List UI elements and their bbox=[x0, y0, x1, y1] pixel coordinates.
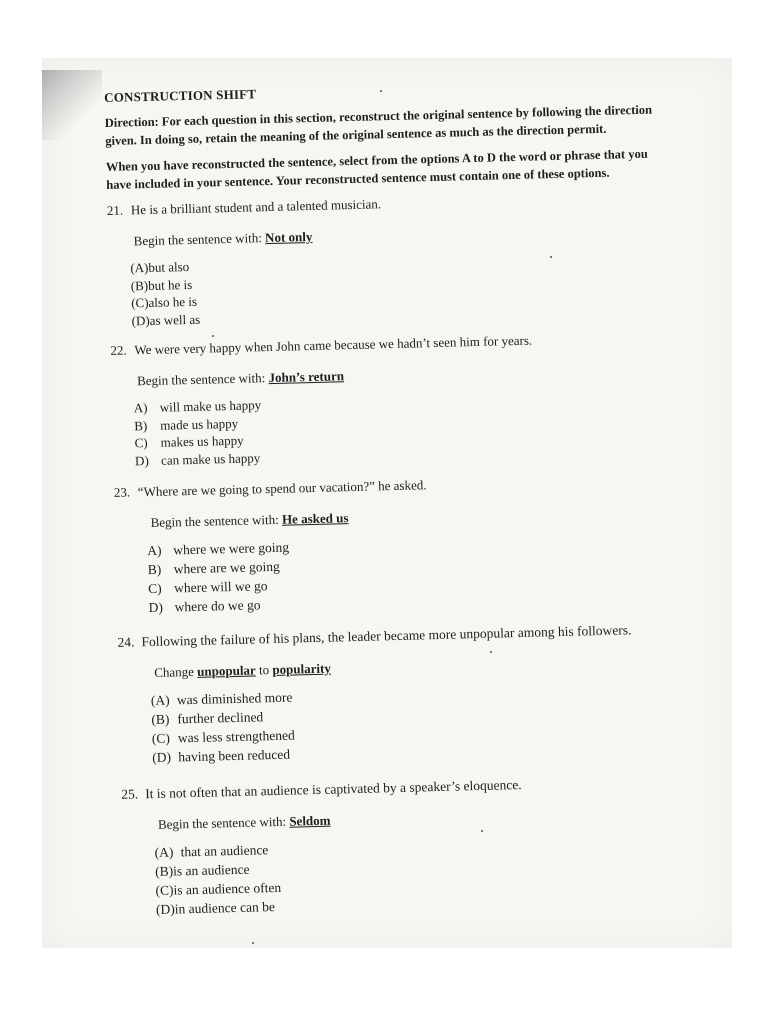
keyword: He asked us bbox=[281, 510, 349, 527]
option-letter: A) bbox=[133, 400, 148, 416]
option-text: also he is bbox=[148, 293, 198, 310]
option-text: as well as bbox=[149, 311, 201, 328]
option-text: will make us happy bbox=[159, 397, 262, 415]
keyword: Seldom bbox=[289, 812, 331, 829]
question-number: 24. bbox=[117, 634, 135, 650]
option-text: made us happy bbox=[160, 415, 239, 433]
option-letter: (B) bbox=[151, 711, 170, 728]
option-text: was diminished more bbox=[176, 689, 293, 708]
question-instruction bbox=[134, 219, 708, 249]
option-text: where do we go bbox=[174, 597, 261, 615]
question-text: Following the failure of his plans, the leader became more unpopular among his followers. bbox=[141, 622, 632, 650]
question-21 bbox=[107, 187, 710, 330]
option-letter: (A) bbox=[154, 844, 174, 860]
question-instruction bbox=[158, 803, 722, 833]
option-text: can make us happy bbox=[160, 449, 261, 468]
keyword: Not only bbox=[264, 228, 313, 246]
option-letter: (D) bbox=[155, 901, 175, 917]
question-number: 23. bbox=[113, 484, 131, 500]
keyword-to: popularity bbox=[272, 660, 332, 678]
question-instruction bbox=[150, 501, 714, 531]
option-text: having been reduced bbox=[178, 746, 291, 765]
question-instruction bbox=[154, 651, 718, 681]
option-text: is an audience bbox=[172, 861, 250, 879]
options-list bbox=[147, 527, 717, 617]
question-stem bbox=[117, 619, 717, 652]
option-letter: B) bbox=[147, 561, 162, 578]
options-list bbox=[134, 385, 714, 469]
option-letter: (A) bbox=[130, 259, 149, 276]
instruction-prefix: Begin the sentence with: bbox=[136, 370, 266, 389]
option-text: that an audience bbox=[180, 842, 269, 860]
option-letter: (A) bbox=[150, 692, 170, 709]
instruction-prefix: Begin the sentence with: bbox=[133, 230, 263, 249]
scan-speck bbox=[252, 942, 254, 944]
option-letter: D) bbox=[148, 599, 164, 616]
option-text: where are we going bbox=[173, 558, 280, 577]
question-25 bbox=[121, 771, 724, 920]
question-number: 21. bbox=[106, 202, 124, 218]
question-23 bbox=[114, 469, 717, 618]
instruction-prefix: Begin the sentence with: bbox=[157, 813, 287, 832]
option-text: was less strengthened bbox=[177, 727, 295, 746]
reconstruction-instructions: When you have reconstructed the sentence, select from the options A to D the word or phrase that you have included in your sentence. Your reconstructed sentence must contain one of these options. bbox=[105, 146, 648, 192]
option-letter: D) bbox=[134, 452, 149, 468]
option-letter: C) bbox=[148, 580, 162, 597]
section-heading: CONSTRUCTION SHIFT bbox=[104, 86, 257, 105]
option-letter: (D) bbox=[152, 749, 172, 766]
option-text: in audience can be bbox=[174, 899, 276, 917]
question-stem bbox=[114, 469, 714, 502]
options-list bbox=[130, 245, 710, 329]
question-stem bbox=[107, 187, 707, 220]
option-letter: (D) bbox=[131, 312, 150, 328]
option-text: but also bbox=[148, 258, 190, 275]
question-22 bbox=[110, 327, 713, 470]
option-letter: (B) bbox=[154, 863, 174, 879]
option-text: but he is bbox=[147, 276, 193, 293]
keyword-from: unpopular bbox=[197, 662, 256, 679]
question-text: He is a brilliant student and a talented musician. bbox=[130, 196, 382, 218]
option-text: makes us happy bbox=[160, 432, 244, 450]
question-number: 25. bbox=[121, 786, 139, 802]
document-content bbox=[104, 75, 724, 919]
question-text: It is not often that an audience is captivated by a speaker’s eloquence. bbox=[145, 777, 522, 802]
question-text: We were very happy when John came because we hadn’t seen him for years. bbox=[134, 332, 533, 358]
option-text: further declined bbox=[177, 709, 264, 727]
question-24 bbox=[117, 619, 720, 768]
option-letter: B) bbox=[134, 417, 148, 433]
option-letter: A) bbox=[147, 542, 162, 559]
direction-paragraph: Direction: For each question in this section, reconstruct the original sentence by following the direction given. In doing so, retain the meaning of the original sentence as much as the direction permit. bbox=[104, 102, 653, 148]
question-instruction bbox=[137, 359, 711, 389]
instruction-change: Change bbox=[154, 663, 195, 680]
question-number: 22. bbox=[110, 342, 127, 358]
option-letter: (C) bbox=[131, 294, 149, 311]
option-letter: (B) bbox=[130, 277, 149, 293]
option-letter: C) bbox=[134, 435, 148, 451]
option-letter: (C) bbox=[155, 882, 174, 898]
options-list bbox=[154, 829, 724, 919]
question-stem bbox=[110, 327, 710, 360]
corner-fold-shadow bbox=[42, 70, 102, 140]
option-letter: (C) bbox=[151, 730, 171, 747]
instruction-to: to bbox=[258, 662, 270, 678]
options-list bbox=[151, 677, 721, 767]
question-text: “Where are we going to spend our vacation?” he asked. bbox=[137, 477, 427, 500]
keyword: John’s return bbox=[268, 368, 345, 386]
option-text: where will we go bbox=[174, 578, 268, 596]
option-text: where we were going bbox=[173, 539, 290, 558]
option-text: is an audience often bbox=[173, 879, 282, 898]
question-stem bbox=[121, 771, 721, 804]
instruction-prefix: Begin the sentence with: bbox=[150, 511, 279, 530]
